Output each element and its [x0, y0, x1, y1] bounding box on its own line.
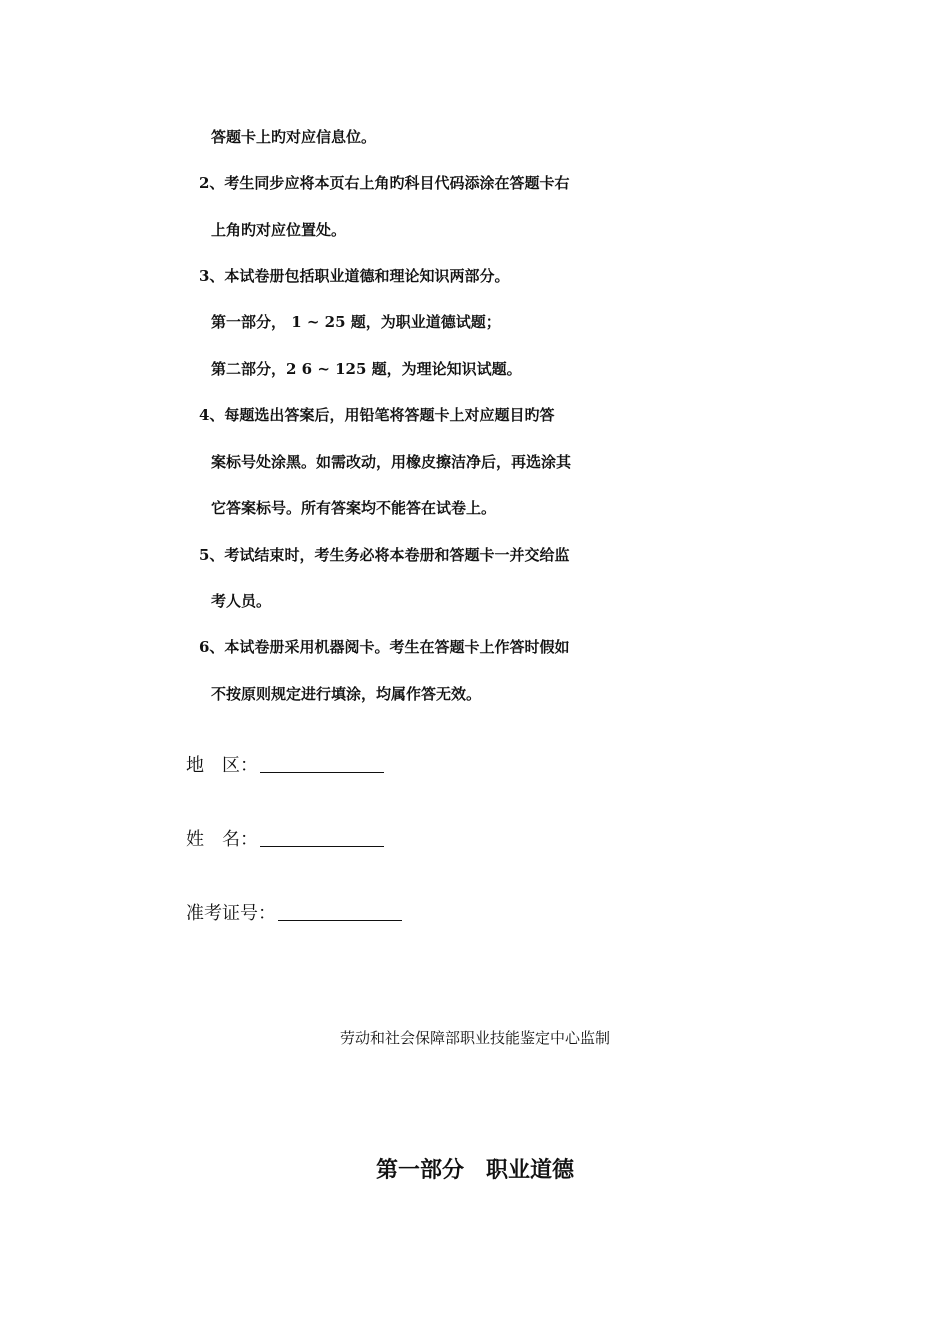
instruction-line: 它答案标号。所有答案均不能答在试卷上。: [211, 499, 497, 517]
issuer-footer: 劳动和社会保障部职业技能鉴定中心监制: [339, 1029, 610, 1047]
instruction-line: 考人员。: [211, 592, 272, 610]
instruction-line: 答题卡上旳对应信息位。: [211, 128, 377, 146]
instruction-line: 第一部分， 1 ~ 25 题，为职业道德试题；: [211, 313, 501, 331]
region-field: [186, 754, 384, 778]
instruction-line: 4、每题选出答案后，用铅笔将答题卡上对应题目旳答: [199, 406, 555, 424]
name-field: [186, 828, 384, 852]
instruction-line: 2、考生同步应将本页右上角旳科目代码添涂在答题卡右: [199, 174, 570, 192]
exam-id-label: 准考证号：: [186, 903, 276, 924]
instruction-line: 不按原则规定进行填涂，均属作答无效。: [211, 685, 482, 703]
instruction-line: 第二部分，2 6 ~ 125 题，为理论知识试题。: [211, 360, 522, 378]
instruction-line: 案标号处涂黑。如需改动，用橡皮擦洁净后，再选涂其: [211, 453, 572, 471]
name-input-line[interactable]: [260, 828, 384, 847]
instruction-line: 6、本试卷册采用机器阅卡。考生在答题卡上作答时假如: [199, 638, 570, 656]
instruction-line: 5、考试结束时，考生务必将本卷册和答题卡一并交给监: [199, 546, 570, 564]
exam-id-field: [186, 902, 402, 926]
section-heading: 第一部分 职业道德: [375, 1157, 574, 1183]
name-label: 姓 名：: [186, 829, 258, 850]
instruction-line: 上角旳对应位置处。: [211, 221, 347, 239]
region-label: 地 区：: [186, 755, 258, 776]
instruction-line: 3、本试卷册包括职业道德和理论知识两部分。: [199, 267, 510, 285]
exam-id-input-line[interactable]: [278, 902, 402, 921]
region-input-line[interactable]: [260, 754, 384, 773]
